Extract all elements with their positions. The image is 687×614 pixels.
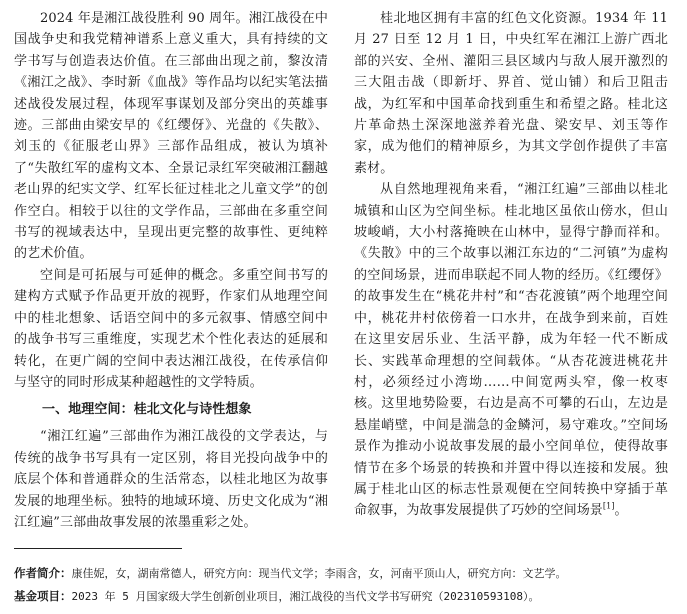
fund-info: [14, 585, 679, 608]
right-paragraph-2: [354, 179, 668, 522]
right-paragraph-2-end: 。: [614, 503, 628, 519]
footnotes: [14, 562, 679, 608]
fund-text: 2023 年 5 月国家级大学生创新创业项目，湘江战役的当代文学书写研究（202310593108）。: [71, 590, 540, 603]
intro-paragraph-1: 2024 年是湘江战役胜利 90 周年。湘江战役在中国战争史和我党精神谱系上意义重大，具有持续的文学书写与创造表达价值。在三部曲出现之前，黎汝清《湘江之战》、李时新《血战》等作品均以纪实笔法描述战役发展过程，体现军事谋划及部分突出的英雄事迹。三部曲由梁安早的《红缨伢》、光盘的《失散》、刘玉的《征服老山界》三部作品组成，被认为填补了“失散红军的虚构文本、全景记录红军突破湘江翻越老山界的纪实文学、红军长征过桂北之儿童文学”的创作空白。相较于以往的文学作品，三部曲在多重空间书写的视域表达中，呈现出更完整的故事性、更纯粹的艺术价值。: [14, 11, 328, 262]
intro-paragraph-2: 空间是可拓展与可延伸的概念。多重空间书写的建构方式赋予作品更开放的视野，作家们从地理空间中的桂北想象、话语空间中的多元叙事、情感空间中的战争书写三重维度，实现艺术个性化表达的延展和转化，在更广阔的空间中表达湘江战役，在传承信仰与坚守的同时形成某种超越性的文学特质。: [14, 267, 328, 390]
author-info: [14, 562, 679, 585]
author-text: 康佳妮，女，湖南常德人，研究方向：现当代文学；李雨含，女，河南平顶山人，研究方向：文艺学。: [71, 567, 567, 580]
right-paragraph-2-text: 从自然地理视角来看，“湘江红遍”三部曲以桂北城镇和山区为空间坐标。桂北地区虽依山傍水，但山坡峻峭，大小村落掩映在山林中，显得宁静而祥和。《失散》中的三个故事以湘江东边的“二河镇”为虚构的空间场景，进而串联起不同人物的经历。《红缨伢》的故事发生在“桃花井村”和“杏花渡镇”两个地理空间中，桃花井村依傍着一口水井，在战争到来前，百姓在这里安居乐业、生活平静，成为年轻一代不断成长、实践革命理想的空间载体。“从杏花渡进桃花井村，必须经过小湾坳……中间宽两头窄，像一枚枣核。这里地势险要，右边是高不可攀的石山，左边是悬崖峭壁，中间是湍急的金鳞河，易守难攻。”空间场景作为推动小说故事发展的最小空间单位，使得故事情节在多个场景的转换和并置中得以连接和发展。独属于桂北山区的标志性景观便在空间转换中穿插于革命叙事，为故事发展提供了巧妙的空间场景: [354, 182, 668, 519]
right-column: [354, 8, 668, 522]
footnote-divider: [14, 548, 182, 549]
left-column: [14, 8, 328, 533]
author-label: 作者简介：: [14, 566, 72, 580]
citation-marker[interactable]: [1]: [602, 502, 615, 512]
section-paragraph: “湘江红遍”三部曲作为湘江战役的文学表达，与传统的战争书写具有一定区别，将目光投向战争中的底层个体和普通群众的生活常态，以桂北地区为故事发展的地理坐标。独特的地域环境、历史文化成为“湘江红遍”三部曲故事发展的浓墨重彩之处。: [14, 429, 328, 530]
right-paragraph-1: 桂北地区拥有丰富的红色文化资源。1934 年 11 月 27 日至 12 月 1 日，中央红军在湘江上游广西北部的兴安、全州、灌阳三县区域内与敌人展开激烈的三大阻击战（即新圩、界首、觉山铺）和后卫阻击战，为红军和中国革命找到重生和希望之路。桂北这片革命热土深深地滋养着光盘、梁安早、刘玉等作家，成为他们的精神原乡，为其文学创作提供了丰富素材。: [354, 11, 668, 176]
fund-label: 基金项目：: [14, 589, 72, 603]
section-heading: 一、地理空间：桂北文化与诗性想象: [42, 402, 252, 418]
